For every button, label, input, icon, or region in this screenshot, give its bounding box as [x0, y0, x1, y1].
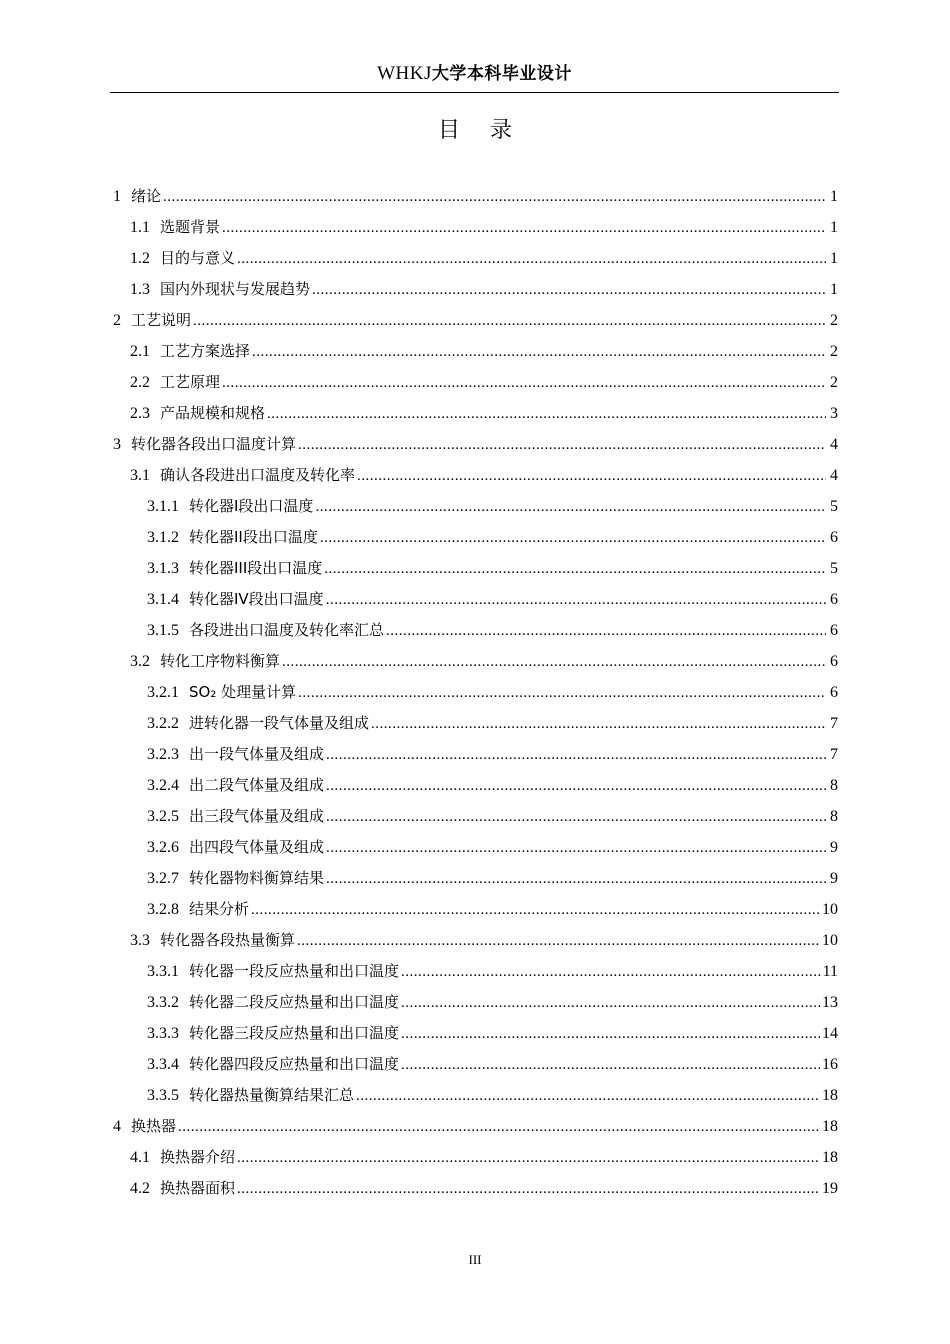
toc-entry-number: 3.3.1: [147, 963, 179, 980]
toc-leader-dots: [324, 554, 826, 585]
toc-leader-dots: [326, 802, 826, 833]
toc-entry-title: 工艺方案选择: [160, 342, 251, 360]
toc-entry[interactable]: [113, 243, 838, 274]
toc-leader-dots: [326, 740, 826, 771]
toc-entry-number: 3.2.1: [147, 684, 179, 701]
toc-leader-dots: [401, 1019, 820, 1050]
toc-entry-number: 2.1: [130, 343, 150, 360]
toc-entry[interactable]: [113, 708, 838, 739]
toc-entry-title: 转化器二段反应热量和出口温度: [189, 993, 400, 1011]
toc-entry-number: 1.3: [130, 281, 150, 298]
toc-entry-title: 工艺原理: [160, 373, 221, 391]
toc-entry[interactable]: [113, 1142, 838, 1173]
toc-entry-page: 7: [830, 715, 838, 732]
toc-entry-title: 转化工序物料衡算: [160, 652, 281, 670]
toc-entry-page: 3: [830, 405, 838, 422]
toc-leader-dots: [237, 1143, 820, 1174]
toc-entry-number: 3.3.2: [147, 994, 179, 1011]
toc-leader-dots: [401, 988, 820, 1019]
toc-entry-page: 1: [830, 281, 838, 298]
toc-entry-number: 3.1: [130, 467, 150, 484]
toc-leader-dots: [193, 306, 826, 337]
toc-entry-title: 产品规模和规格: [160, 404, 266, 422]
toc-entry-page: 11: [822, 963, 838, 980]
toc-entry-number: 3.1.1: [147, 498, 179, 515]
toc-entry-page: 4: [830, 467, 838, 484]
toc-entry-page: 13: [822, 994, 838, 1011]
toc-leader-dots: [326, 771, 826, 802]
page-number: III: [468, 1252, 482, 1267]
toc-entry-page: 7: [830, 746, 838, 763]
toc-entry-number: 3.3.5: [147, 1087, 179, 1104]
toc-leader-dots: [386, 616, 826, 647]
toc-entry[interactable]: [113, 460, 838, 491]
toc-leader-dots: [326, 833, 826, 864]
toc-leader-dots: [222, 213, 826, 244]
toc-leader-dots: [282, 647, 826, 678]
toc-entry[interactable]: [113, 398, 838, 429]
toc-entry-number: 4.2: [130, 1180, 150, 1197]
toc-entry-number: 4.1: [130, 1149, 150, 1166]
toc-entry[interactable]: [113, 181, 838, 212]
toc-entry-title: 换热器: [131, 1117, 177, 1135]
toc-entry-title: 转化器四段反应热量和出口温度: [189, 1055, 400, 1073]
toc-entry[interactable]: [113, 212, 838, 243]
toc-entry-page: 8: [830, 808, 838, 825]
toc-leader-dots: [326, 864, 826, 895]
toc-entry-page: 14: [822, 1025, 838, 1042]
toc-leader-dots: [371, 709, 826, 740]
toc-entry-title: 转化器三段反应热量和出口温度: [189, 1024, 400, 1042]
toc-entry-number: 3.1.3: [147, 560, 179, 577]
toc-entry-title: 出三段气体量及组成: [189, 807, 325, 825]
toc-entry-page: 1: [830, 250, 838, 267]
toc-leader-dots: [178, 1112, 820, 1143]
toc-leader-dots: [237, 1174, 820, 1205]
toc-entry-page: 2: [830, 343, 838, 360]
toc-leader-dots: [297, 926, 820, 957]
toc-entry-title: 转化器一段反应热量和出口温度: [189, 962, 400, 980]
toc-leader-dots: [312, 275, 826, 306]
toc-entry[interactable]: [113, 677, 838, 708]
toc-entry-number: 3.1.2: [147, 529, 179, 546]
toc-leader-dots: [237, 244, 826, 275]
toc-entry[interactable]: [113, 305, 838, 336]
toc-entry-page: 19: [822, 1180, 838, 1197]
toc-entry[interactable]: [113, 553, 838, 584]
toc-entry-page: 10: [822, 932, 838, 949]
toc-entry-number: 3.2.5: [147, 808, 179, 825]
page-title: 目录: [437, 118, 542, 143]
toc-entry[interactable]: [113, 429, 838, 460]
toc-entry-number: 3: [113, 436, 121, 453]
header-prefix: WHKJ: [377, 63, 432, 84]
toc-entry-title: 转化器各段出口温度计算: [131, 435, 297, 453]
toc-entry[interactable]: [113, 801, 838, 832]
toc-entry[interactable]: [113, 832, 838, 863]
toc-entry-page: 2: [830, 374, 838, 391]
toc-entry-page: 6: [830, 622, 838, 639]
toc-entry-title: 出四段气体量及组成: [189, 838, 325, 856]
toc-entry-number: 3.3: [130, 932, 150, 949]
toc-entry-page: 9: [830, 839, 838, 856]
toc-leader-dots: [401, 957, 821, 988]
toc-entry-number: 3.2.3: [147, 746, 179, 763]
toc-entry[interactable]: [113, 863, 838, 894]
toc-entry[interactable]: [113, 770, 838, 801]
toc-entry-number: 3.2.2: [147, 715, 179, 732]
toc-entry-page: 6: [830, 529, 838, 546]
toc-entry[interactable]: [113, 925, 838, 956]
toc-entry-title: 选题背景: [160, 218, 221, 236]
toc-leader-dots: [267, 399, 826, 430]
table-of-contents: [113, 181, 838, 1204]
toc-entry-page: 5: [830, 498, 838, 515]
toc-entry-page: 8: [830, 777, 838, 794]
toc-entry-number: 3.2.4: [147, 777, 179, 794]
toc-leader-dots: [315, 492, 826, 523]
toc-leader-dots: [163, 182, 826, 213]
toc-entry[interactable]: [113, 491, 838, 522]
toc-entry[interactable]: [113, 274, 838, 305]
page-header: [110, 60, 839, 93]
toc-entry[interactable]: [113, 739, 838, 770]
toc-entry-page: 9: [830, 870, 838, 887]
toc-entry-page: 10: [822, 901, 838, 918]
toc-entry-page: 1: [830, 188, 838, 205]
toc-entry[interactable]: [113, 522, 838, 553]
toc-entry-title: 绪论: [131, 187, 162, 205]
toc-entry[interactable]: [113, 1018, 838, 1049]
toc-entry-number: 2: [113, 312, 121, 329]
toc-leader-dots: [320, 523, 826, 554]
toc-entry[interactable]: [113, 1080, 838, 1111]
toc-entry-title: 转化器I段出口温度: [189, 497, 314, 515]
toc-entry-title: 转化器IV段出口温度: [189, 590, 324, 608]
toc-leader-dots: [326, 585, 826, 616]
toc-entry-title: 国内外现状与发展趋势: [160, 280, 311, 298]
toc-entry-title: 转化器II段出口温度: [189, 528, 318, 546]
toc-entry-number: 3.3.4: [147, 1056, 179, 1073]
toc-leader-dots: [298, 430, 826, 461]
toc-entry-page: 1: [830, 219, 838, 236]
toc-entry-title: 进转化器一段气体量及组成: [189, 714, 370, 732]
toc-leader-dots: [252, 337, 826, 368]
toc-entry-number: 2.3: [130, 405, 150, 422]
toc-entry[interactable]: [113, 1049, 838, 1080]
toc-entry-title: 工艺说明: [131, 311, 192, 329]
toc-entry-title: 换热器面积: [160, 1179, 236, 1197]
toc-leader-dots: [251, 895, 820, 926]
toc-entry[interactable]: [113, 894, 838, 925]
toc-entry-title: 换热器介绍: [160, 1148, 236, 1166]
toc-entry-number: 1.1: [130, 219, 150, 236]
toc-entry[interactable]: [113, 956, 838, 987]
toc-leader-dots: [356, 1081, 820, 1112]
toc-entry-page: 4: [830, 436, 838, 453]
toc-entry-title: 目的与意义: [160, 249, 236, 267]
toc-entry-page: 16: [822, 1056, 838, 1073]
toc-entry-title: 出二段气体量及组成: [189, 776, 325, 794]
toc-entry-number: 2.2: [130, 374, 150, 391]
toc-entry-page: 5: [830, 560, 838, 577]
toc-entry[interactable]: [113, 987, 838, 1018]
toc-entry[interactable]: [113, 367, 838, 398]
toc-entry[interactable]: [113, 646, 838, 677]
toc-leader-dots: [357, 461, 826, 492]
toc-entry-title: 转化器各段热量衡算: [160, 931, 296, 949]
toc-entry-title: 出一段气体量及组成: [189, 745, 325, 763]
toc-entry-number: 3.2.7: [147, 870, 179, 887]
toc-entry-title: 结果分析: [189, 900, 250, 918]
toc-entry[interactable]: [113, 1173, 838, 1204]
toc-entry-title: 转化器热量衡算结果汇总: [189, 1086, 355, 1104]
toc-entry-number: 3.2.8: [147, 901, 179, 918]
toc-leader-dots: [298, 678, 826, 709]
toc-entry[interactable]: [113, 336, 838, 367]
toc-entry-number: 3.2.6: [147, 839, 179, 856]
toc-entry-number: 3.2: [130, 653, 150, 670]
toc-entry-title: 转化器III段出口温度: [189, 559, 323, 577]
toc-entry-page: 18: [822, 1149, 838, 1166]
toc-entry-page: 6: [830, 684, 838, 701]
toc-entry-number: 3.3.3: [147, 1025, 179, 1042]
toc-entry-page: 18: [822, 1087, 838, 1104]
toc-entry-page: 6: [830, 653, 838, 670]
toc-entry-number: 3.1.5: [147, 622, 179, 639]
toc-entry[interactable]: [113, 1111, 838, 1142]
header-title: 大学本科毕业设计: [431, 64, 572, 84]
toc-leader-dots: [222, 368, 826, 399]
toc-entry-number: 4: [113, 1118, 121, 1135]
toc-entry-number: 1: [113, 188, 121, 205]
toc-entry[interactable]: [113, 584, 838, 615]
toc-leader-dots: [401, 1050, 820, 1081]
toc-entry-title: 确认各段进出口温度及转化率: [160, 466, 356, 484]
toc-entry[interactable]: [113, 615, 838, 646]
toc-entry-title: 转化器物料衡算结果: [189, 869, 325, 887]
toc-entry-page: 6: [830, 591, 838, 608]
toc-entry-number: 1.2: [130, 250, 150, 267]
toc-entry-page: 18: [822, 1118, 838, 1135]
toc-entry-title: 各段进出口温度及转化率汇总: [189, 621, 385, 639]
toc-entry-number: 3.1.4: [147, 591, 179, 608]
toc-entry-page: 2: [830, 312, 838, 329]
toc-entry-title: SO₂ 处理量计算: [189, 683, 297, 701]
